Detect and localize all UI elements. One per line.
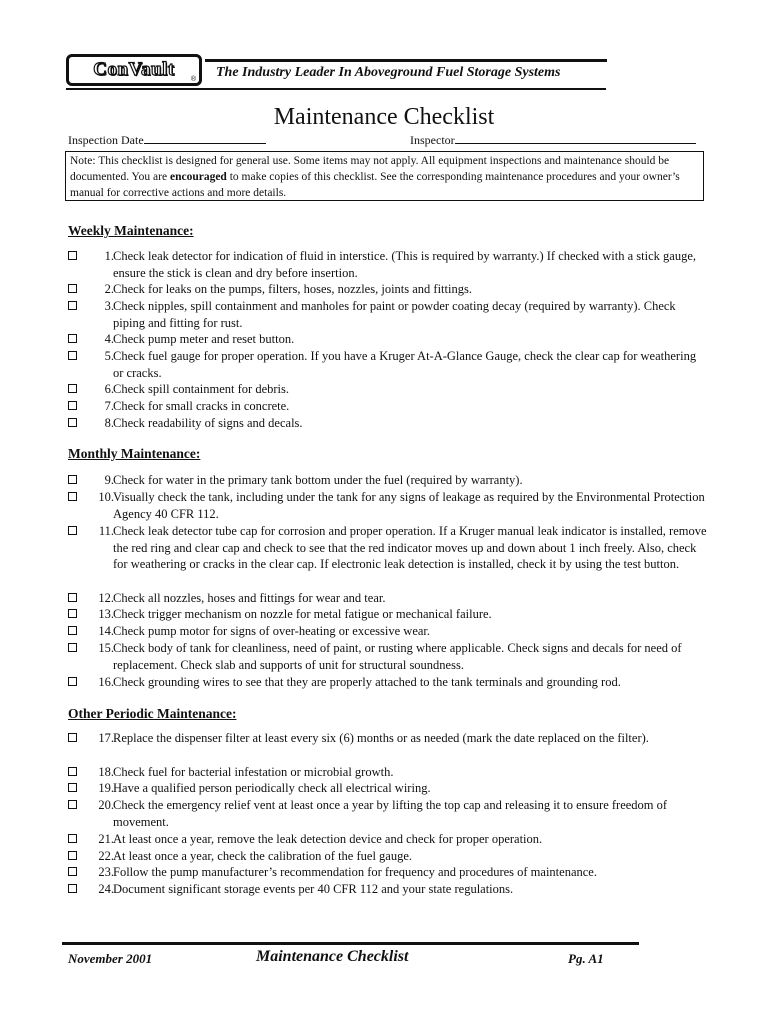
item-text: Check leak detector for indication of fluid in interstice. (This is required by warranty.) If checked with a stick gauge, ensure the stick is clean and dry before insertion.	[113, 249, 697, 280]
checkbox[interactable]	[68, 884, 77, 893]
checklist-item	[68, 348, 708, 381]
checkbox[interactable]	[68, 834, 77, 843]
checkbox[interactable]	[68, 401, 77, 410]
item-number: 19.	[98, 781, 114, 795]
checklist-item	[68, 674, 708, 691]
item-number: 17.	[98, 731, 114, 745]
item-number: 9.	[104, 473, 114, 487]
checkbox[interactable]	[68, 418, 77, 427]
checklist-item	[68, 331, 708, 348]
checkbox[interactable]	[68, 609, 77, 618]
item-number: 11.	[98, 524, 114, 538]
item-text: At least once a year, check the calibration of the fuel gauge.	[113, 849, 413, 863]
checklist-item	[68, 281, 708, 298]
footer-page-number: Pg. A1	[568, 951, 604, 966]
item-text: Check pump meter and reset button.	[113, 332, 295, 346]
item-number: 8.	[104, 416, 114, 430]
item-text: Check nipples, spill containment and manholes for paint or powder coating decay (required by warranty). Check piping and fitting for rust.	[113, 299, 676, 330]
item-number: 7.	[104, 399, 114, 413]
item-text: Check pump motor for signs of over-heating or excessive wear.	[113, 624, 431, 638]
checklist-item	[68, 797, 708, 830]
item-text: Check the emergency relief vent at least once a year by lifting the top cap and releasing it to ensure freedom of movement.	[113, 798, 668, 829]
checklist-item	[68, 472, 708, 489]
checkbox[interactable]	[68, 475, 77, 484]
checklist-item	[68, 640, 708, 673]
checklist-item	[68, 523, 708, 573]
checklist-item	[68, 415, 708, 432]
note-text-after: to make copies of this checklist. See the corresponding maintenance procedures and your owner’s manual for corrective actions and more details.	[70, 171, 680, 199]
checklist-item	[68, 730, 708, 747]
inspector-field[interactable]	[410, 132, 696, 148]
inspection-date-field[interactable]	[68, 132, 266, 148]
item-text: Check fuel for bacterial infestation or microbial growth.	[113, 765, 394, 779]
logo-text: ConVault	[93, 59, 175, 80]
item-number: 22.	[98, 849, 114, 863]
checklist-item	[68, 864, 708, 881]
item-text: Check readability of signs and decals.	[113, 416, 303, 430]
checkbox[interactable]	[68, 526, 77, 535]
checklist-item	[68, 381, 708, 398]
item-number: 23.	[98, 865, 114, 879]
item-text: Replace the dispenser filter at least every six (6) months or as needed (mark the date replaced on the filter).	[113, 731, 649, 745]
checkbox[interactable]	[68, 733, 77, 742]
checkbox[interactable]	[68, 783, 77, 792]
item-number: 14.	[98, 624, 114, 638]
item-number: 16.	[98, 675, 114, 689]
item-number: 24.	[98, 882, 114, 896]
checkbox[interactable]	[68, 677, 77, 686]
checkbox[interactable]	[68, 867, 77, 876]
item-text: Check for leaks on the pumps, filters, hoses, nozzles, joints and fittings.	[113, 282, 472, 296]
item-text: Check fuel gauge for proper operation. If you have a Kruger At-A-Glance Gauge, check the clear cap for weathering or cracks.	[113, 349, 697, 380]
header-rule-top	[205, 59, 607, 62]
item-text: Visually check the tank, including under the tank for any signs of leakage as required by the Environmental Protection Agency 40 CFR 112.	[113, 490, 705, 521]
checkbox[interactable]	[68, 800, 77, 809]
document-title: Maintenance Checklist	[273, 104, 495, 130]
item-text: Check all nozzles, hoses and fittings for wear and tear.	[113, 591, 386, 605]
item-text: Check for small cracks in concrete.	[113, 399, 290, 413]
item-number: 1.	[104, 249, 114, 263]
monthly-heading: Monthly Maintenance:	[68, 446, 201, 461]
checklist-item	[68, 590, 708, 607]
footer-rule	[62, 942, 639, 945]
checklist-item	[68, 780, 708, 797]
checkbox[interactable]	[68, 334, 77, 343]
checkbox[interactable]	[68, 301, 77, 310]
checklist-item	[68, 248, 708, 281]
checkbox[interactable]	[68, 251, 77, 260]
item-text: At least once a year, remove the leak detection device and check for proper operation.	[113, 832, 543, 846]
item-number: 2.	[104, 282, 114, 296]
checkbox[interactable]	[68, 492, 77, 501]
header-rule-bottom	[66, 88, 606, 90]
checklist-item	[68, 764, 708, 781]
item-number: 20.	[98, 798, 114, 812]
item-number: 15.	[98, 641, 114, 655]
item-number: 4.	[104, 332, 114, 346]
checklist-item	[68, 398, 708, 415]
note-text-before: Note: This checklist is designed for general use. Some items may not apply. All equipment inspections and maintenance should be documented. You are	[70, 155, 670, 183]
checklist-item	[68, 831, 708, 848]
footer-date: November 2001	[68, 951, 153, 966]
inspection-date-label: Inspection Date	[68, 133, 144, 147]
item-number: 6.	[104, 382, 114, 396]
checklist-item	[68, 848, 708, 865]
item-text: Check grounding wires to see that they are properly attached to the tank terminals and grounding rod.	[113, 675, 621, 689]
checkbox[interactable]	[68, 384, 77, 393]
checkbox[interactable]	[68, 593, 77, 602]
item-number: 10.	[98, 490, 114, 504]
item-text: Check body of tank for cleanliness, need of paint, or rusting where applicable. Check signs and decals for need of replacement. Check slab and supports of unit for structural soundness.	[113, 641, 682, 672]
checkbox[interactable]	[68, 626, 77, 635]
item-number: 21.	[98, 832, 114, 846]
checkbox[interactable]	[68, 643, 77, 652]
note-emphasis: encouraged	[169, 171, 227, 183]
inspection-date-blank[interactable]	[144, 132, 266, 144]
weekly-heading: Weekly Maintenance:	[68, 223, 194, 238]
checklist-item	[68, 881, 708, 898]
item-text: Check spill containment for debris.	[113, 382, 290, 396]
item-text: Check leak detector tube cap for corrosion and proper operation. If a Kruger manual leak indicator is installed, remove the red ring and clear cap and check to see that the red indicator moves up and down about 1 inch freely. Also, check for weathering or cracks in the clear cap. If electronic leak detection is installed, check it by using the test button.	[113, 524, 707, 571]
convault-logo	[66, 54, 202, 86]
item-text: Check trigger mechanism on nozzle for metal fatigue or mechanical failure.	[113, 607, 492, 621]
item-text: Have a qualified person periodically check all electrical wiring.	[113, 781, 431, 795]
checkbox[interactable]	[68, 767, 77, 776]
registered-mark: ®	[190, 76, 196, 83]
item-number: 5.	[104, 349, 114, 363]
item-text: Follow the pump manufacturer’s recommendation for frequency and procedures of maintenance.	[113, 865, 597, 879]
item-text: Document significant storage events per 40 CFR 112 and your state regulations.	[113, 882, 514, 896]
inspector-blank[interactable]	[455, 132, 696, 144]
inspector-label: Inspector	[410, 133, 455, 147]
periodic-heading: Other Periodic Maintenance:	[68, 706, 237, 721]
item-text: Check for water in the primary tank bottom under the fuel (required by warranty).	[113, 473, 523, 487]
checklist-item	[68, 489, 708, 522]
checkbox[interactable]	[68, 351, 77, 360]
note-box	[65, 151, 704, 201]
item-number: 18.	[98, 765, 114, 779]
checklist-item	[68, 606, 708, 623]
item-number: 12.	[98, 591, 114, 605]
tagline: The Industry Leader In Aboveground Fuel Storage Systems	[216, 65, 561, 80]
item-number: 13.	[98, 607, 114, 621]
item-number: 3.	[104, 299, 114, 313]
checkbox[interactable]	[68, 284, 77, 293]
checklist-item	[68, 298, 708, 331]
checklist-item	[68, 623, 708, 640]
checkbox[interactable]	[68, 851, 77, 860]
footer-title: Maintenance Checklist	[256, 948, 409, 965]
